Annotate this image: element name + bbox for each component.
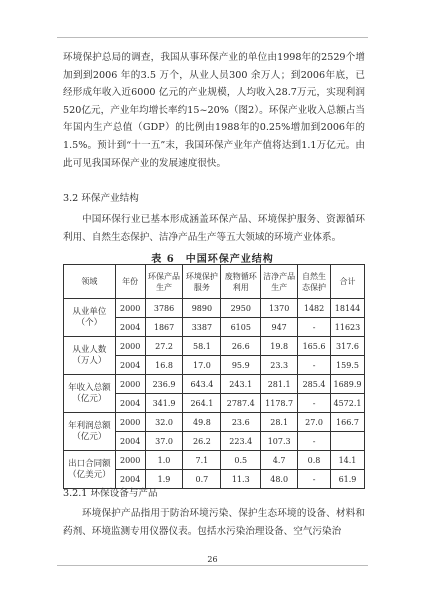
paragraph-industry-structure: 中国环保行业已基本形成涵盖环保产品、环境保护服务、资源循环利用、自然生态保护、洁净产品生产等五大领域的环境产业体系。 bbox=[63, 214, 365, 243]
value-cell: 27.0 bbox=[298, 413, 331, 432]
value-cell: 281.1 bbox=[261, 375, 298, 394]
value-cell: 11.3 bbox=[221, 470, 261, 489]
section-heading-structure: 3.2 环保产业结构 bbox=[63, 193, 139, 204]
table-header-row bbox=[64, 265, 365, 299]
value-cell: 3387 bbox=[183, 318, 221, 337]
page-number: 26 bbox=[207, 555, 218, 564]
value-cell: 107.3 bbox=[261, 432, 298, 451]
paragraph-industry-growth: 环境保护总局的调查，我国从事环保产业的单位由1998年的2529个增加到到2006 年的3.5 万个，从业人员300 余万人；到2006年底，已经形成年收入近6000 亿元的产业规模，人均收入28.7万元，实现利润520亿元，产业年均增长率约15~20%（图2）。环保产业收入总额占当年国内生产总值（GDP）的比例由1988年的0.25%增加到2006年的1.5%。预计到“十一五”末，我国环保产业年产值将达到1.1万亿元。由此可见我国环保产业的发展速度很快。 bbox=[63, 52, 365, 169]
table-row bbox=[64, 337, 365, 356]
table-row bbox=[64, 375, 365, 394]
year-cell: 2004 bbox=[115, 394, 145, 413]
value-cell: 317.6 bbox=[330, 337, 364, 356]
value-cell: 49.8 bbox=[183, 413, 221, 432]
table-row bbox=[64, 451, 365, 470]
value-cell: 166.7 bbox=[330, 413, 364, 432]
value-cell: 18144 bbox=[330, 299, 364, 318]
value-cell: 1178.7 bbox=[261, 394, 298, 413]
value-cell: - bbox=[298, 318, 331, 337]
value-cell: 23.3 bbox=[261, 356, 298, 375]
value-cell: 7.1 bbox=[183, 451, 221, 470]
industry-structure-table bbox=[63, 264, 365, 489]
value-cell: 947 bbox=[261, 318, 298, 337]
value-cell: 1867 bbox=[145, 318, 183, 337]
value-cell: 95.9 bbox=[221, 356, 261, 375]
table-row bbox=[64, 299, 365, 318]
value-cell: 19.8 bbox=[261, 337, 298, 356]
header-cell: 自然生态保护 bbox=[298, 265, 331, 299]
value-cell: - bbox=[298, 356, 331, 375]
value-cell: 23.6 bbox=[221, 413, 261, 432]
value-cell: 6105 bbox=[221, 318, 261, 337]
value-cell: 26.2 bbox=[183, 432, 221, 451]
field-cell: 从业单位（个） bbox=[64, 299, 116, 337]
value-cell: 9890 bbox=[183, 299, 221, 318]
year-cell: 2004 bbox=[115, 470, 145, 489]
year-cell: 2004 bbox=[115, 318, 145, 337]
header-cell: 环保产品生产 bbox=[145, 265, 183, 299]
value-cell: - bbox=[298, 394, 331, 413]
value-cell: 0.7 bbox=[183, 470, 221, 489]
year-cell: 2000 bbox=[115, 375, 145, 394]
value-cell: 1.9 bbox=[145, 470, 183, 489]
year-cell: 2000 bbox=[115, 451, 145, 470]
value-cell: 2787.4 bbox=[221, 394, 261, 413]
value-cell: 243.1 bbox=[221, 375, 261, 394]
value-cell: 32.0 bbox=[145, 413, 183, 432]
table-row bbox=[64, 413, 365, 432]
section-heading-equipment: 3.2.1 环保设备与产品 bbox=[63, 488, 158, 499]
year-cell: 2000 bbox=[115, 413, 145, 432]
value-cell: 1482 bbox=[298, 299, 331, 318]
table-caption: 表 6 中国环保产业结构 bbox=[151, 254, 274, 265]
value-cell: 17.0 bbox=[183, 356, 221, 375]
header-cell: 合计 bbox=[330, 265, 364, 299]
header-cell: 环境保护服务 bbox=[183, 265, 221, 299]
value-cell: 26.6 bbox=[221, 337, 261, 356]
value-cell: 223.4 bbox=[221, 432, 261, 451]
value-cell: 264.1 bbox=[183, 394, 221, 413]
value-cell: 58.1 bbox=[183, 337, 221, 356]
year-cell: 2004 bbox=[115, 432, 145, 451]
value-cell: 165.6 bbox=[298, 337, 331, 356]
footer-rule bbox=[57, 565, 368, 566]
value-cell: 285.4 bbox=[298, 375, 331, 394]
header-cell: 废物循环利用 bbox=[221, 265, 261, 299]
table-body bbox=[64, 299, 365, 489]
value-cell: 48.0 bbox=[261, 470, 298, 489]
value-cell: 159.5 bbox=[330, 356, 364, 375]
field-cell: 年收入总额（亿元） bbox=[64, 375, 116, 413]
year-cell: 2000 bbox=[115, 337, 145, 356]
value-cell: 0.8 bbox=[298, 451, 331, 470]
value-cell: 14.1 bbox=[330, 451, 364, 470]
value-cell: 0.5 bbox=[221, 451, 261, 470]
value-cell bbox=[330, 432, 364, 451]
value-cell: 2950 bbox=[221, 299, 261, 318]
field-cell: 从业人数（万人） bbox=[64, 337, 116, 375]
value-cell: 341.9 bbox=[145, 394, 183, 413]
header-cell: 洁净产品生产 bbox=[261, 265, 298, 299]
value-cell: 37.0 bbox=[145, 432, 183, 451]
value-cell: 4572.1 bbox=[330, 394, 364, 413]
value-cell: 4.7 bbox=[261, 451, 298, 470]
paragraph-equipment: 环境保护产品指用于防治环境污染、保护生态环境的设备、材料和药剂、环境监测专用仪器仪表。包括水污染治理设备、空气污染治 bbox=[63, 508, 365, 537]
value-cell: 643.4 bbox=[183, 375, 221, 394]
field-cell: 年利润总额（亿元） bbox=[64, 413, 116, 451]
year-cell: 2004 bbox=[115, 356, 145, 375]
value-cell: - bbox=[298, 432, 331, 451]
value-cell: 27.2 bbox=[145, 337, 183, 356]
value-cell: 1.0 bbox=[145, 451, 183, 470]
value-cell: 28.1 bbox=[261, 413, 298, 432]
value-cell: 61.9 bbox=[330, 470, 364, 489]
header-cell: 领域 bbox=[64, 265, 116, 299]
value-cell: - bbox=[298, 470, 331, 489]
value-cell: 3786 bbox=[145, 299, 183, 318]
header-rule bbox=[57, 37, 368, 38]
value-cell: 236.9 bbox=[145, 375, 183, 394]
field-cell: 出口合同额（亿美元） bbox=[64, 451, 116, 489]
value-cell: 16.8 bbox=[145, 356, 183, 375]
year-cell: 2000 bbox=[115, 299, 145, 318]
value-cell: 1370 bbox=[261, 299, 298, 318]
value-cell: 11623 bbox=[330, 318, 364, 337]
value-cell: 1689.9 bbox=[330, 375, 364, 394]
header-cell: 年份 bbox=[115, 265, 145, 299]
